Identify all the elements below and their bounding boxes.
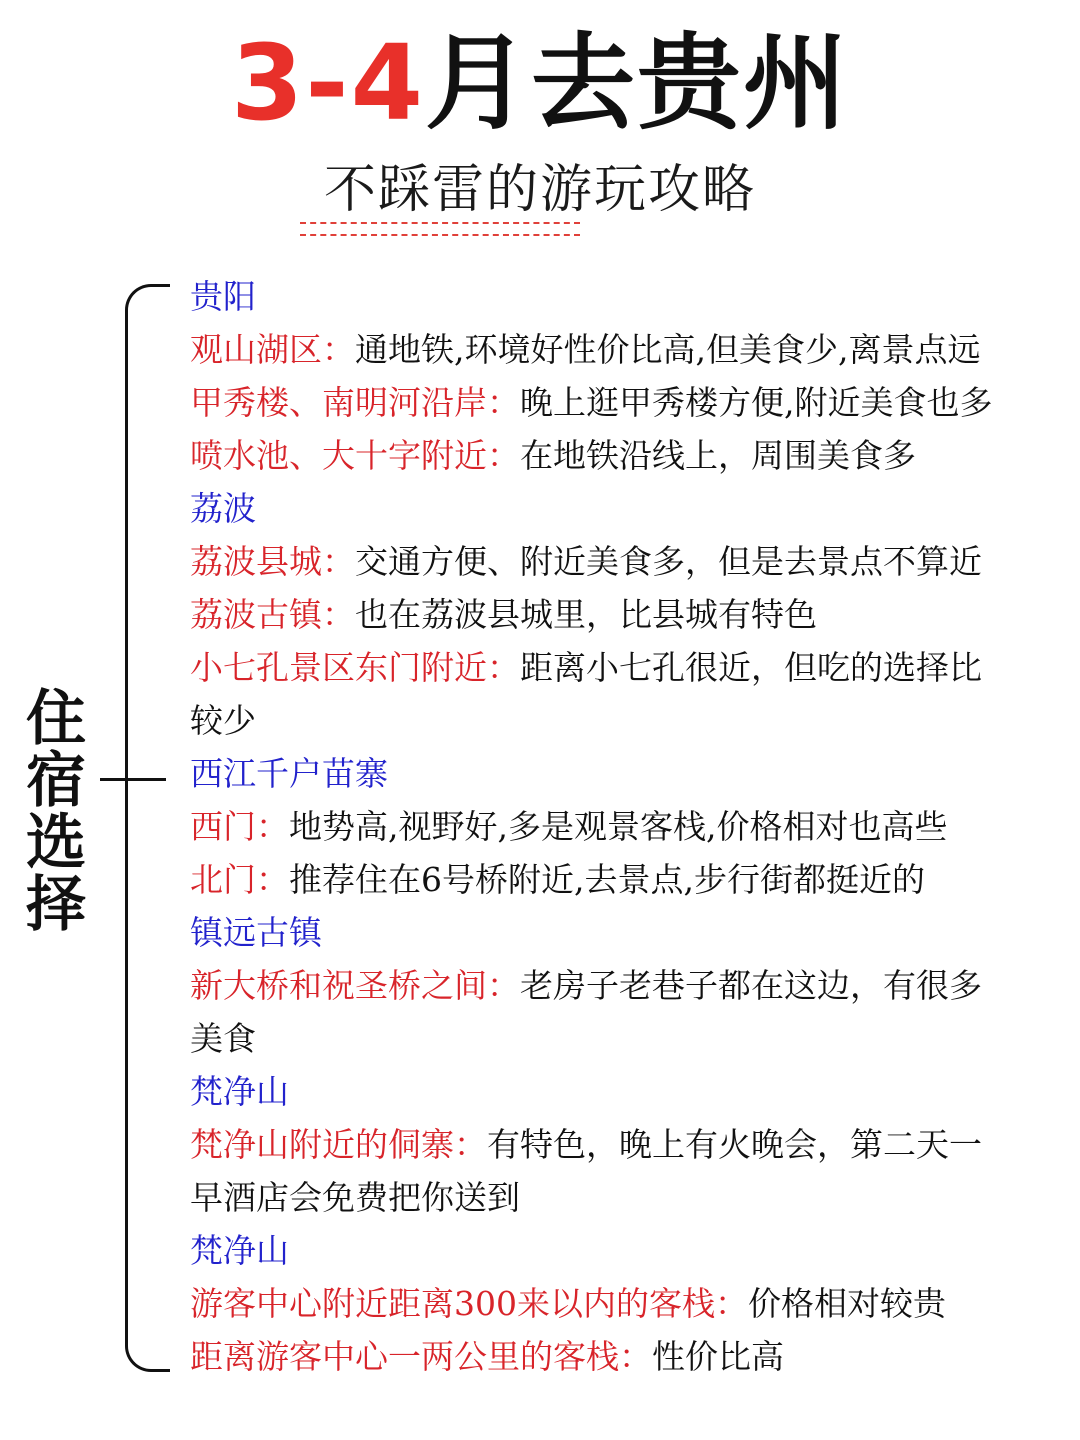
item-key: 北门： (190, 860, 289, 899)
item-value: 也在荔波县城里，比县城有特色 (355, 595, 817, 634)
list-item-continuation (190, 694, 1075, 747)
subtitle-underline (300, 222, 580, 236)
list-item-continuation (190, 1012, 1075, 1065)
section-heading-text: 梵净山 (190, 1231, 289, 1270)
list-item (190, 535, 1075, 588)
section-heading (190, 1224, 1075, 1277)
continuation-text: 美食 (190, 1019, 256, 1058)
page-subtitle: 不踩雷的游玩攻略 (323, 160, 756, 220)
list-item (190, 1277, 1075, 1330)
item-value: 通地铁,环境好性价比高,但美食少,离景点远 (355, 330, 981, 369)
bracket-tick (100, 778, 166, 781)
item-key: 甲秀楼、南明河沿岸： (190, 383, 520, 422)
list-item-continuation (190, 1171, 1075, 1224)
continuation-text: 较少 (190, 701, 256, 740)
item-value: 价格相对较贵 (748, 1284, 946, 1323)
item-value: 地势高,视野好,多是观景客栈,价格相对也高些 (289, 807, 948, 846)
list-item (190, 641, 1075, 694)
item-key: 西门： (190, 807, 289, 846)
section-heading (190, 1065, 1075, 1118)
list-item (190, 429, 1075, 482)
title-black-part: 月去贵州 (424, 22, 849, 144)
item-key: 距离游客中心一两公里的客栈： (190, 1337, 652, 1376)
section-heading (190, 270, 1075, 323)
list-item (190, 1118, 1075, 1171)
item-value: 在地铁沿线上，周围美食多 (520, 436, 916, 475)
list-item (190, 588, 1075, 641)
title-red-part: 3-4 (231, 22, 425, 144)
item-key: 观山湖区： (190, 330, 355, 369)
item-value: 距离小七孔很近，但吃的选择比 (520, 648, 982, 687)
continuation-text: 早酒店会免费把你送到 (190, 1178, 520, 1217)
section-heading-text: 西江千户苗寨 (190, 754, 388, 793)
bracket (125, 284, 170, 1372)
content-list (190, 270, 1075, 1383)
item-key: 小七孔景区东门附近： (190, 648, 520, 687)
item-key: 荔波县城： (190, 542, 355, 581)
section-heading (190, 906, 1075, 959)
section-heading-text: 镇远古镇 (190, 913, 322, 952)
list-item (190, 1330, 1075, 1383)
page-title (0, 18, 1080, 148)
section-heading-text: 贵阳 (190, 277, 256, 316)
item-key: 喷水池、大十字附近： (190, 436, 520, 475)
item-key: 梵净山附近的侗寨： (190, 1125, 487, 1164)
item-key: 游客中心附近距离300来以内的客栈： (190, 1284, 748, 1323)
list-item (190, 959, 1075, 1012)
side-label: 住宿选择 (26, 684, 86, 940)
item-value: 有特色，晚上有火晚会，第二天一 (487, 1125, 982, 1164)
item-key: 荔波古镇： (190, 595, 355, 634)
section-heading (190, 482, 1075, 535)
item-value: 交通方便、附近美食多，但是去景点不算近 (355, 542, 982, 581)
item-value: 老房子老巷子都在这边，有很多 (520, 966, 982, 1005)
section-heading-text: 梵净山 (190, 1072, 289, 1111)
list-item (190, 853, 1075, 906)
item-key: 新大桥和祝圣桥之间： (190, 966, 520, 1005)
section-heading-text: 荔波 (190, 489, 256, 528)
list-item (190, 376, 1075, 429)
item-value: 推荐住在6号桥附近,去景点,步行街都挺近的 (289, 860, 925, 899)
list-item (190, 323, 1075, 376)
section-heading (190, 747, 1075, 800)
list-item (190, 800, 1075, 853)
item-value: 性价比高 (652, 1337, 784, 1376)
item-value: 晚上逛甲秀楼方便,附近美食也多 (520, 383, 993, 422)
